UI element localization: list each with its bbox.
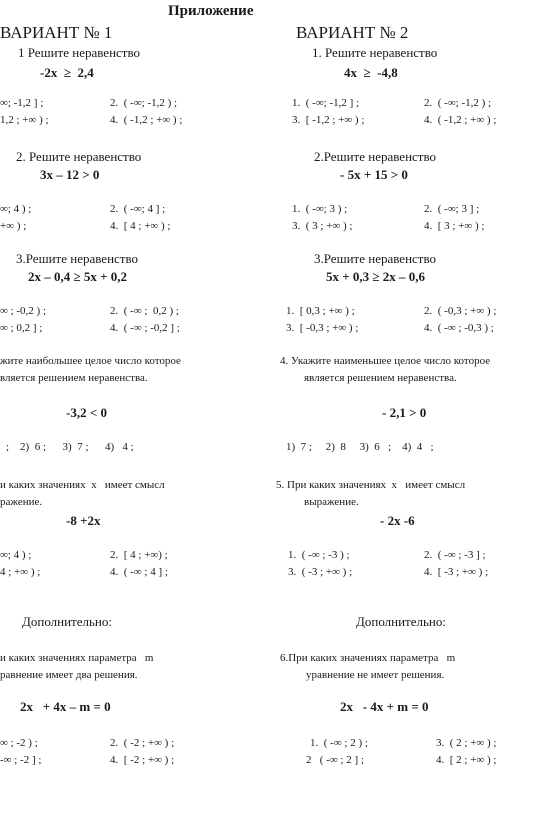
v1-task3-expression: 2х – 0,4 ≥ 5х + 0,2	[28, 269, 128, 284]
v1-task6-option1: ∞ ; -2 ) ;	[0, 737, 38, 749]
variant-1-title: ВАРИАНТ № 1	[0, 23, 113, 42]
v2-task2-option3: 3. ( 3 ; +∞ ) ;	[292, 220, 353, 232]
v1-task2-expression: 3х – 12 > 0	[40, 167, 100, 182]
page-title: Приложение	[168, 3, 254, 19]
v2-task1-option2: 2. ( -∞; -1,2 ) ;	[424, 97, 492, 109]
v1-task3-option3: ∞ ; 0,2 ] ;	[0, 322, 43, 334]
v2-task2-option2: 2. ( -∞; 3 ] ;	[424, 203, 480, 215]
v2-task4-expression: - 2,1 > 0	[382, 405, 427, 420]
v2-task1-option3: 3. [ -1,2 ; +∞ ) ;	[292, 114, 365, 126]
v1-task2-option4: 4. [ 4 ; +∞ ) ;	[110, 220, 171, 232]
v1-task5-question-line2: ражение.	[0, 496, 43, 508]
v2-task6-expression: 2х - 4х + m = 0	[340, 699, 429, 714]
v1-task6-question-line1: и каких значениях параметра m	[0, 652, 154, 664]
v1-task2-option2: 2. ( -∞; 4 ] ;	[110, 203, 166, 215]
v2-task6-question-line1: 6.При каких значениях параметра m	[280, 652, 456, 664]
v1-task6-option4: 4. [ -2 ; +∞ ) ;	[110, 754, 175, 766]
variant-2-title: ВАРИАНТ № 2	[296, 23, 409, 42]
v2-task6-question-line2: уравнение не имеет решения.	[306, 669, 445, 681]
v1-task4-expression: -3,2 < 0	[66, 405, 107, 420]
v1-task6-question-line2: равнение имеет два решения.	[0, 669, 138, 681]
v1-task1-option1: ∞; -1,2 ] ;	[0, 97, 44, 109]
v1-task2-option1: ∞; 4 ) ;	[0, 203, 32, 215]
v2-task3-expression: 5х + 0,3 ≥ 2х – 0,6	[326, 269, 426, 284]
v2-task1-expression: 4х ≥ -4,8	[344, 65, 398, 80]
v2-task4-question-line2: является решением неравенства.	[304, 372, 457, 384]
v1-task2-option3: +∞ ) ;	[0, 220, 27, 232]
v1-task6-option3: -∞ ; -2 ] ;	[0, 754, 42, 766]
v1-task5-option3: 4 ; +∞ ) ;	[0, 566, 41, 578]
v2-task6-option4: 4. [ 2 ; +∞ ) ;	[436, 754, 497, 766]
v1-task6-expression: 2х + 4х – m = 0	[20, 699, 111, 714]
v1-task6-option2: 2. ( -2 ; +∞ ) ;	[110, 737, 175, 749]
v2-task2-option1: 1. ( -∞; 3 ) ;	[292, 203, 348, 215]
v2-task3-option4: 4. ( -∞ ; -0,3 ) ;	[424, 322, 494, 334]
v2-task3-option3: 3. [ -0,3 ; +∞ ) ;	[286, 322, 359, 334]
v2-task5-option3: 3. ( -3 ; +∞ ) ;	[288, 566, 353, 578]
v2-task6-option1: 1. ( -∞ ; 2 ) ;	[310, 737, 368, 749]
v1-additional-heading: Дополнительно:	[22, 614, 112, 629]
v1-task1-option2: 2. ( -∞; -1,2 ) ;	[110, 97, 178, 109]
v1-task4-question-line1: жите наибольшее целое число которое	[0, 355, 181, 367]
v2-additional-heading: Дополнительно:	[356, 614, 446, 629]
v2-task6-option3: 2 ( -∞ ; 2 ] ;	[306, 754, 364, 766]
v1-task1-option4: 4. ( -1,2 ; +∞ ) ;	[110, 114, 183, 126]
v2-task3-option2: 2. ( -0,3 ; +∞ ) ;	[424, 305, 497, 317]
v2-task1-question: 1. Решите неравенство	[312, 45, 438, 60]
v1-task5-question-line1: и каких значениях х имеет смысл	[0, 479, 165, 491]
v1-task5-expression: -8 +2х	[66, 513, 101, 528]
v1-task2-question: 2. Решите неравенство	[16, 149, 142, 164]
v2-task2-expression: - 5х + 15 > 0	[340, 167, 408, 182]
v2-task6-option2: 3. ( 2 ; +∞ ) ;	[436, 737, 497, 749]
v2-task5-question-line1: 5. При каких значениях х имеет смысл	[276, 479, 466, 491]
v1-task3-option1: ∞ ; -0,2 ) ;	[0, 305, 47, 317]
v2-task5-option4: 4. [ -3 ; +∞ ) ;	[424, 566, 489, 578]
v1-task1-question: 1 Решите неравенство	[18, 45, 141, 60]
v2-task5-expression: - 2х -6	[380, 513, 415, 528]
v1-task5-option1: ∞; 4 ) ;	[0, 549, 32, 561]
v1-task5-option4: 4. ( -∞ ; 4 ] ;	[110, 566, 168, 578]
v2-task1-option4: 4. ( -1,2 ; +∞ ) ;	[424, 114, 497, 126]
v1-task4-answers: ; 2) 6 ; 3) 7 ; 4) 4 ;	[6, 441, 134, 453]
v2-task4-answers: 1) 7 ; 2) 8 3) 6 ; 4) 4 ;	[286, 441, 434, 453]
v1-task4-question-line2: вляется решением неравенства.	[0, 372, 148, 384]
v1-task3-option4: 4. ( -∞ ; -0,2 ] ;	[110, 322, 180, 334]
v2-task5-option1: 1. ( -∞ ; -3 ) ;	[288, 549, 350, 561]
v2-task4-question-line1: 4. Укажите наименьшее целое число которое	[280, 355, 491, 367]
v2-task5-question-line2: выражение.	[304, 496, 359, 508]
v1-task3-option2: 2. ( -∞ ; 0,2 ) ;	[110, 305, 179, 317]
v2-task2-option4: 4. [ 3 ; +∞ ) ;	[424, 220, 485, 232]
v2-task3-option1: 1. [ 0,3 ; +∞ ) ;	[286, 305, 355, 317]
v1-task1-expression: -2х ≥ 2,4	[40, 65, 94, 80]
v1-task3-question: 3.Решите неравенство	[16, 251, 139, 266]
v2-task5-option2: 2. ( -∞ ; -3 ] ;	[424, 549, 486, 561]
v1-task5-option2: 2. [ 4 ; +∞) ;	[110, 549, 168, 561]
v2-task3-question: 3.Решите неравенство	[314, 251, 437, 266]
v1-task1-option3: 1,2 ; +∞ ) ;	[0, 114, 49, 126]
v2-task2-question: 2.Решите неравенство	[314, 149, 437, 164]
v2-task1-option1: 1. ( -∞; -1,2 ] ;	[292, 97, 360, 109]
